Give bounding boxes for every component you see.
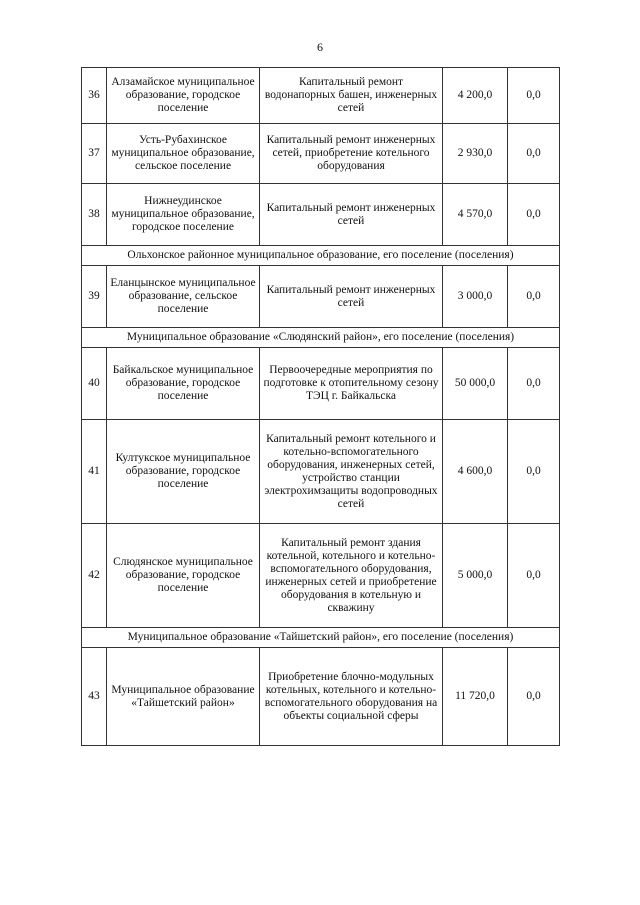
row-number: 41 [82, 420, 107, 524]
municipality-name: Слюдянское муниципальное образование, городское поселение [107, 524, 260, 628]
section-row [82, 328, 560, 348]
amount-cell: 4 600,0 [443, 420, 508, 524]
municipality-name: Нижнеудинское муниципальное образование, городское поселение [107, 184, 260, 246]
row-number: 37 [82, 124, 107, 184]
secondary-amount-cell: 0,0 [508, 68, 560, 124]
table-row [82, 648, 560, 746]
row-number: 36 [82, 68, 107, 124]
amount-cell: 2 930,0 [443, 124, 508, 184]
row-number: 38 [82, 184, 107, 246]
table-row [82, 524, 560, 628]
secondary-amount-cell: 0,0 [508, 124, 560, 184]
amount-cell: 3 000,0 [443, 266, 508, 328]
section-heading: Муниципальное образование «Тайшетский район», его поселение (поселения) [82, 628, 560, 648]
amount-cell: 4 570,0 [443, 184, 508, 246]
work-description: Капитальный ремонт здания котельной, котельного и котельно-вспомогательного оборудования, инженерных сетей и приобретение оборудования в котельную и скважину [260, 524, 443, 628]
page-number: 6 [317, 40, 323, 54]
work-description: Капитальный ремонт котельного и котельно-вспомогательного оборудования, инженерных сетей, устройство станции электрохимзащиты водопроводных сетей [260, 420, 443, 524]
secondary-amount-cell: 0,0 [508, 420, 560, 524]
table-row [82, 184, 560, 246]
secondary-amount-cell: 0,0 [508, 348, 560, 420]
row-number: 40 [82, 348, 107, 420]
work-description: Капитальный ремонт инженерных сетей, приобретение котельного оборудования [260, 124, 443, 184]
secondary-amount-cell: 0,0 [508, 648, 560, 746]
amount-cell: 5 000,0 [443, 524, 508, 628]
table-row [82, 266, 560, 328]
municipality-name: Байкальское муниципальное образование, городское поселение [107, 348, 260, 420]
section-row [82, 246, 560, 266]
amount-cell: 4 200,0 [443, 68, 508, 124]
municipality-name: Култукское муниципальное образование, городское поселение [107, 420, 260, 524]
table-row [82, 124, 560, 184]
table-row [82, 420, 560, 524]
funding-table [81, 67, 560, 746]
secondary-amount-cell: 0,0 [508, 524, 560, 628]
municipality-name: Алзамайское муниципальное образование, городское поселение [107, 68, 260, 124]
section-heading: Муниципальное образование «Слюдянский район», его поселение (поселения) [82, 328, 560, 348]
row-number: 43 [82, 648, 107, 746]
table-row [82, 348, 560, 420]
work-description: Капитальный ремонт водонапорных башен, инженерных сетей [260, 68, 443, 124]
amount-cell: 11 720,0 [443, 648, 508, 746]
municipality-name: Муниципальное образование «Тайшетский район» [107, 648, 260, 746]
municipality-name: Усть-Рубахинское муниципальное образование, сельское поселение [107, 124, 260, 184]
secondary-amount-cell: 0,0 [508, 266, 560, 328]
row-number: 39 [82, 266, 107, 328]
work-description: Капитальный ремонт инженерных сетей [260, 184, 443, 246]
section-row [82, 628, 560, 648]
section-heading: Ольхонское районное муниципальное образование, его поселение (поселения) [82, 246, 560, 266]
secondary-amount-cell: 0,0 [508, 184, 560, 246]
work-description: Приобретение блочно-модульных котельных, котельного и котельно-вспомогательного оборудования на объекты социальной сферы [260, 648, 443, 746]
work-description: Капитальный ремонт инженерных сетей [260, 266, 443, 328]
table-row [82, 68, 560, 124]
row-number: 42 [82, 524, 107, 628]
amount-cell: 50 000,0 [443, 348, 508, 420]
work-description: Первоочередные мероприятия по подготовке к отопительному сезону ТЭЦ г. Байкальска [260, 348, 443, 420]
municipality-name: Еланцынское муниципальное образование, сельское поселение [107, 266, 260, 328]
